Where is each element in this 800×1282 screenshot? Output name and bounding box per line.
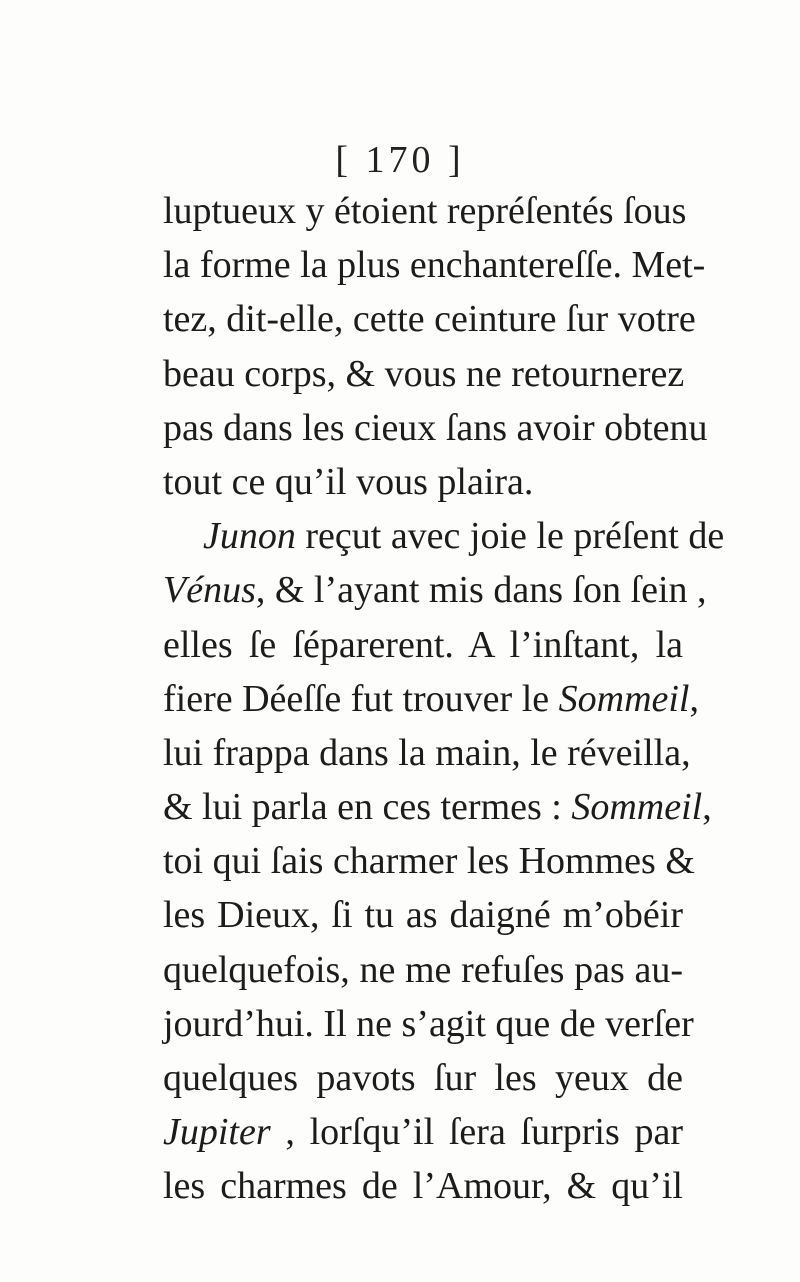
text-run: reçut avec joie le préſent de <box>295 515 725 558</box>
text-line <box>163 455 683 509</box>
text-run: , lorſqu’il ſera ſurpris par <box>270 1111 683 1154</box>
text-line <box>163 347 683 401</box>
text-run: jourd’hui. Il ne s’agit que de verſer <box>163 1002 694 1045</box>
body-text <box>163 184 725 1214</box>
text-line <box>163 292 696 346</box>
italic-name: Sommeil <box>571 786 703 829</box>
text-run: quelques pavots ſur les yeux de <box>163 1057 683 1099</box>
text-run: & lui parla en ces termes : <box>163 786 572 829</box>
text-line <box>163 1105 683 1159</box>
text-run: quelquefois, ne me refuſes pas au- <box>163 948 683 991</box>
text-run: beau corps, & vous ne retournerez <box>163 352 685 395</box>
italic-name: Junon <box>203 515 296 558</box>
page-number: [ 170 ] <box>335 139 465 181</box>
text-line <box>163 888 683 942</box>
italic-name: Jupiter <box>163 1111 271 1154</box>
text-run: elles ſe ſéparerent. A l’inſtant, la <box>163 623 683 666</box>
text-run: , <box>702 786 712 829</box>
text-line <box>163 618 683 672</box>
text-run: les charmes de l’Amour, & qu’il <box>163 1165 683 1208</box>
italic-name: Sommeil <box>558 677 690 720</box>
text-run: tout ce qu’il vous plaira. <box>163 460 534 503</box>
text-line <box>163 401 708 455</box>
text-run: la forme la plus enchantereſſe. Met- <box>163 244 706 287</box>
text-run: pas dans les cieux ſans avoir obtenu <box>163 406 708 449</box>
text-line <box>163 509 725 563</box>
text-run: toi qui ſais charmer les Hommes & <box>163 840 695 883</box>
text-line <box>163 780 712 834</box>
text-line <box>163 943 683 997</box>
text-run: fiere Déeſſe fut trouver le <box>163 677 559 720</box>
text-line <box>163 997 694 1051</box>
text-line <box>163 834 695 888</box>
text-line <box>163 726 691 780</box>
text-run: les Dieux, ſi tu as daigné m’obéir <box>163 894 683 937</box>
text-line <box>163 672 699 726</box>
text-run: , & l’ayant mis dans ſon ſein , <box>255 569 707 612</box>
text-line <box>163 1051 683 1105</box>
italic-name: Vénus <box>163 569 256 612</box>
text-line <box>163 184 687 238</box>
text-run: , <box>689 677 699 720</box>
text-run: luptueux y étoient repréſentés ſous <box>163 190 687 232</box>
text-line <box>163 1159 683 1213</box>
text-line <box>163 563 707 617</box>
text-run: lui frappa dans la main, le réveilla, <box>163 731 691 774</box>
text-line <box>163 238 706 292</box>
text-run: tez, dit-elle, cette ceinture ſur votre <box>163 298 696 341</box>
